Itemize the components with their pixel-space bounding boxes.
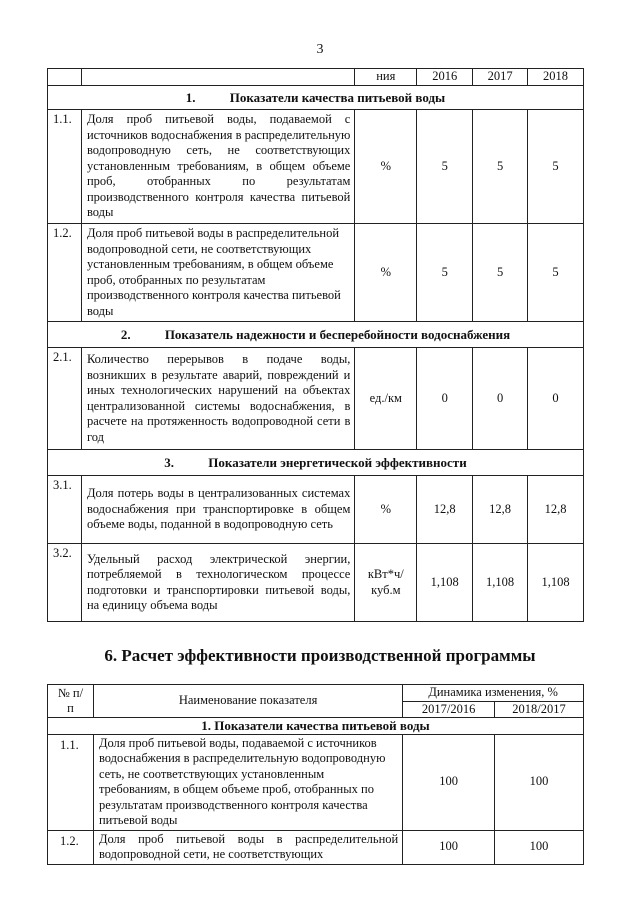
unit-cell: % bbox=[355, 224, 417, 322]
table-row bbox=[48, 224, 584, 322]
table-row bbox=[48, 476, 584, 544]
indicator-text: Доля проб питьевой воды, подаваемой с источников водоснабжения в распределительную водопроводную сеть, не соответствующих установленным требованиям, в общем объеме проб, отобранных по результатам производственного контроля качества питьевой воды bbox=[93, 734, 402, 830]
section-row bbox=[48, 450, 584, 476]
unit-cell: ед./км bbox=[355, 348, 417, 450]
table-header-row bbox=[48, 69, 584, 86]
value-2017-2016: 100 bbox=[403, 734, 495, 830]
indicator-text: Доля проб питьевой воды в распределительной водопроводной сети, не соответствующих bbox=[93, 830, 402, 864]
indicators-table bbox=[47, 68, 584, 622]
value-2017: 5 bbox=[473, 224, 528, 322]
value-2018-2017: 100 bbox=[495, 734, 584, 830]
row-number-header: № п/п bbox=[48, 685, 94, 718]
row-number: 1.1. bbox=[48, 110, 82, 224]
row-number: 1.2. bbox=[48, 830, 94, 864]
section-row bbox=[48, 718, 584, 735]
table-row bbox=[48, 830, 584, 864]
table-header-row bbox=[48, 685, 584, 702]
year-2017-header: 2017 bbox=[473, 69, 528, 86]
section-number: 1. bbox=[185, 89, 196, 105]
value-2018: 0 bbox=[528, 348, 584, 450]
name-header: Наименование показателя bbox=[93, 685, 402, 718]
section-title: Показатели энергетической эффективности bbox=[208, 454, 467, 470]
value-2018-2017: 100 bbox=[495, 830, 584, 864]
value-2017: 1,108 bbox=[473, 544, 528, 622]
indicator-text: Количество перерывов в подаче воды, возникших в результате аварий, повреждений и иных технологических нарушений на объектах централизованной системы водоснабжения, в расчете на протяженность водопроводной сети в год bbox=[81, 348, 354, 450]
indicator-text: Доля проб питьевой воды в распределительной водопроводной сети, не соответствующих установленным требованиям, в общем объеме проб, отобранных по результатам производственного контроля качества питьевой воды bbox=[81, 224, 354, 322]
indicator-text: Доля потерь воды в централизованных системах водоснабжения при транспортировке в общем объеме воды, поданной в водопроводную сеть bbox=[81, 476, 354, 544]
section-number: 3. bbox=[164, 454, 175, 470]
section-title: 1. Показатели качества питьевой воды bbox=[48, 718, 584, 735]
unit-header: ния bbox=[355, 69, 417, 86]
section-title: Показатели качества питьевой воды bbox=[229, 89, 446, 105]
section-6-heading: 6. Расчет эффективности производственной программы bbox=[104, 646, 536, 665]
value-2017: 12,8 bbox=[473, 476, 528, 544]
table-row bbox=[48, 544, 584, 622]
dynamics-header: Динамика изменения, % bbox=[403, 685, 584, 702]
value-2016: 5 bbox=[417, 110, 473, 224]
row-number: 1.1. bbox=[48, 734, 94, 830]
period-1-header: 2017/2016 bbox=[403, 701, 495, 718]
section-number: 2. bbox=[120, 326, 131, 342]
section-row bbox=[48, 322, 584, 348]
value-2018: 1,108 bbox=[528, 544, 584, 622]
table-row bbox=[48, 110, 584, 224]
unit-cell: % bbox=[355, 110, 417, 224]
value-2017-2016: 100 bbox=[403, 830, 495, 864]
efficiency-table bbox=[47, 684, 584, 865]
value-2017: 5 bbox=[473, 110, 528, 224]
table-row bbox=[48, 734, 584, 830]
period-2-header: 2018/2017 bbox=[495, 701, 584, 718]
value-2016: 0 bbox=[417, 348, 473, 450]
value-2016: 5 bbox=[417, 224, 473, 322]
indicator-text: Удельный расход электрической энергии, потребляемой в технологическом процессе подготовки и транспортировки питьевой воды, на единицу объема воды bbox=[81, 544, 354, 622]
table-row bbox=[48, 348, 584, 450]
year-2016-header: 2016 bbox=[417, 69, 473, 86]
value-2018: 5 bbox=[528, 110, 584, 224]
section-title: Показатель надежности и бесперебойности водоснабжения bbox=[164, 326, 511, 342]
value-2018: 5 bbox=[528, 224, 584, 322]
unit-cell: кВт*ч/ куб.м bbox=[355, 544, 417, 622]
page-number: 3 bbox=[316, 42, 324, 57]
indicator-text: Доля проб питьевой воды, подаваемой с источников водоснабжения в распределительную водопроводную сеть, не соответствующих установленным требованиям, в общем объеме проб, отобранных по результатам производственного контроля качества питьевой воды bbox=[81, 110, 354, 224]
value-2018: 12,8 bbox=[528, 476, 584, 544]
row-number: 3.2. bbox=[48, 544, 82, 622]
value-2016: 1,108 bbox=[417, 544, 473, 622]
section-row bbox=[48, 86, 584, 110]
value-2016: 12,8 bbox=[417, 476, 473, 544]
row-number: 2.1. bbox=[48, 348, 82, 450]
value-2017: 0 bbox=[473, 348, 528, 450]
year-2018-header: 2018 bbox=[528, 69, 584, 86]
unit-cell: % bbox=[355, 476, 417, 544]
row-number: 3.1. bbox=[48, 476, 82, 544]
row-number: 1.2. bbox=[48, 224, 82, 322]
